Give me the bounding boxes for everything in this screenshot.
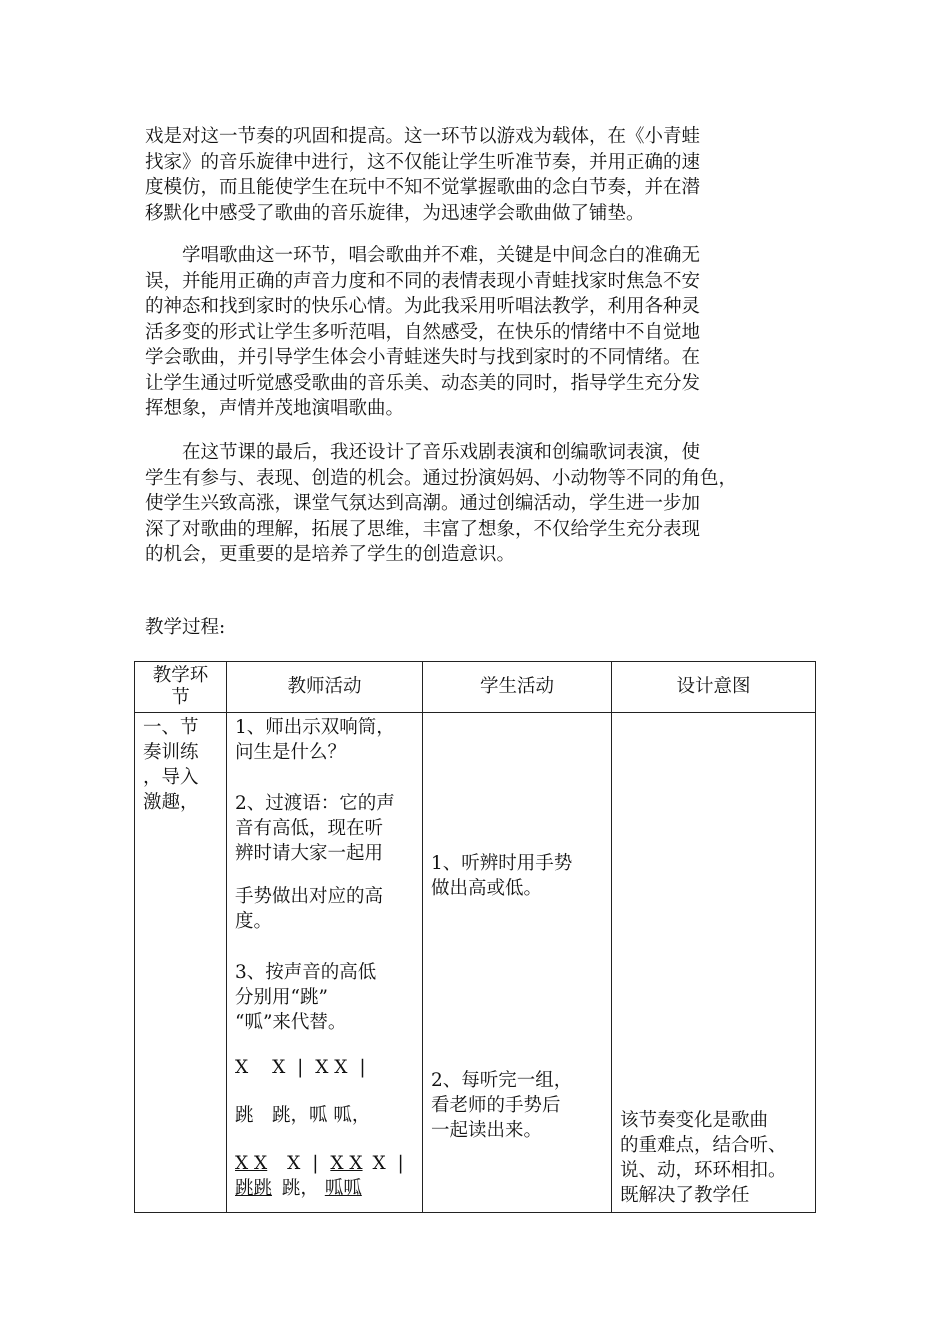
text-line: 的神态和找到家时的快乐心情。为此我采用听唱法教学，利用各种灵 xyxy=(145,296,701,317)
teacher-line: 手势做出对应的高 xyxy=(235,886,384,907)
student-line: 看老师的手势后 xyxy=(431,1095,561,1116)
header-stage xyxy=(135,662,227,713)
text-line: 的机会，更重要的是培养了学生的创造意识。 xyxy=(145,544,516,565)
stage-line: 激趣， xyxy=(143,792,199,813)
header-stage-line: 节 xyxy=(171,687,190,708)
student-line: 做出高或低。 xyxy=(431,878,543,899)
rhythm-note: X xyxy=(235,1057,249,1078)
text-line: 度模仿，而且能使学生在玩中不知不觉掌握歌曲的念白节奏，并在潜 xyxy=(145,177,701,198)
header-stage-line: 教学环 xyxy=(152,665,209,686)
bar-line-icon: | xyxy=(397,1153,404,1174)
table-header-row xyxy=(135,662,816,713)
rhythm-note: X xyxy=(372,1153,386,1174)
bar-line-icon: | xyxy=(312,1153,319,1174)
stage-line: ，导入 xyxy=(143,767,199,788)
design-line: 既解决了教学任 xyxy=(620,1185,750,1206)
rhythm-note: X X xyxy=(235,1153,268,1174)
rhythm-pattern-1 xyxy=(235,1055,372,1080)
student-line: 1、听辨时用手势 xyxy=(431,853,573,874)
text-line: 移默化中感受了歌曲的音乐旋律，为迅速学会歌曲做了铺垫。 xyxy=(145,202,645,224)
table-row xyxy=(135,713,816,1213)
rhythm-words: 跳 跳，呱 呱， xyxy=(235,1105,371,1126)
teacher-line: 分别用“跳” xyxy=(235,987,328,1008)
text-line: 活多变的形式让学生多听范唱，自然感受，在快乐的情绪中不自觉地 xyxy=(145,321,701,343)
text-line: 使学生兴致高涨，课堂气氛达到高潮。通过创编活动，学生进一步加 xyxy=(145,493,701,514)
design-line: 说、动，环环相扣。 xyxy=(620,1160,787,1181)
teacher-line: 问生是什么？ xyxy=(235,742,347,763)
teacher-line: 2、过渡语：它的声 xyxy=(235,793,395,814)
design-line: 该节奏变化是歌曲 xyxy=(620,1110,769,1131)
section-heading: 教学过程: xyxy=(145,617,226,638)
teacher-line: 音有高低，现在听 xyxy=(235,818,384,839)
stage-line: 奏训练 xyxy=(143,742,199,763)
text-line: 找家》的音乐旋律中进行，这不仅能让学生听准节奏，并用正确的速 xyxy=(145,151,701,173)
header-teacher: 教师活动 xyxy=(227,662,423,713)
text-line: 挥想象，声情并茂地演唱歌曲。 xyxy=(145,398,405,419)
text-line: 学会歌曲，并引导学生体会小青蛙迷失时与找到家时的不同情绪。在 xyxy=(145,347,701,368)
teaching-process-table xyxy=(134,661,816,1213)
teacher-line: 度。 xyxy=(235,911,273,932)
teacher-line: 1、师出示双响筒， xyxy=(235,717,395,738)
student-line: 2、每听完一组， xyxy=(431,1070,573,1091)
text-line: 误，并能用正确的声音力度和不同的表情表现小青蛙找家时焦急不安 xyxy=(145,270,701,292)
cell-stage xyxy=(135,713,227,1213)
paragraph-2 xyxy=(145,243,815,422)
stage-line: 一、节 xyxy=(143,717,199,738)
text-line: 戏是对这一节奏的巩固和提高。这一环节以游戏为载体，在《小青蛙 xyxy=(145,126,701,147)
text-line: 让学生通过听觉感受歌曲的音乐美、动态美的同时，指导学生充分发 xyxy=(145,372,701,394)
student-line: 一起读出来。 xyxy=(431,1120,543,1141)
design-line: 的重难点，结合听、 xyxy=(620,1135,787,1156)
cell-teacher xyxy=(227,713,423,1213)
text-line: 深了对歌曲的理解，拓展了思维，丰富了想象，不仅给学生充分表现 xyxy=(145,518,701,540)
bar-line-icon: | xyxy=(297,1057,304,1078)
header-design: 设计意图 xyxy=(612,662,816,713)
teacher-line: 辨时请大家一起用 xyxy=(235,843,384,864)
teacher-line: “呱”来代替。 xyxy=(235,1012,347,1033)
rhythm-note: X X xyxy=(315,1057,348,1078)
rhythm-note: X xyxy=(287,1153,301,1174)
rhythm-word: 跳跳 xyxy=(235,1178,273,1199)
paragraph-1 xyxy=(145,124,815,226)
rhythm-pattern-2 xyxy=(235,1151,410,1201)
rhythm-note: X X xyxy=(330,1153,363,1174)
paragraph-3 xyxy=(145,440,815,568)
cell-student xyxy=(423,713,612,1213)
text-line: 学生有参与、表现、创造的机会。通过扮演妈妈、小动物等不同的角色， xyxy=(145,467,738,489)
rhythm-word: 呱呱 xyxy=(324,1178,362,1199)
header-student: 学生活动 xyxy=(423,662,612,713)
teacher-line: 3、按声音的高低 xyxy=(235,962,377,983)
text-line: 学唱歌曲这一环节，唱会歌曲并不难，关键是中间念白的准确无 xyxy=(145,245,701,266)
bar-line-icon: | xyxy=(359,1057,366,1078)
text-line: 在这节课的最后，我还设计了音乐戏剧表演和创编歌词表演，使 xyxy=(145,442,701,463)
rhythm-word: 跳， xyxy=(281,1178,319,1199)
rhythm-note: X xyxy=(272,1057,286,1078)
cell-design xyxy=(612,713,816,1213)
